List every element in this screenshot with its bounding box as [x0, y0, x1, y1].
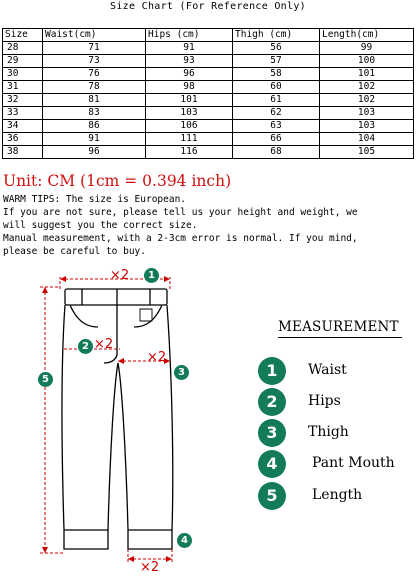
legend-label: Waist	[308, 362, 347, 378]
table-row	[3, 133, 414, 146]
col-header-hips: Hips (cm)	[146, 29, 233, 42]
unit-conversion: Unit: CM (1cm = 0.394 inch)	[3, 172, 232, 190]
table-cell: 103	[320, 120, 414, 133]
table-cell: 33	[3, 107, 43, 120]
table-cell: 31	[3, 81, 43, 94]
table-row	[3, 120, 414, 133]
hips-multiplier: ×2	[94, 337, 114, 352]
marker-waist-circle: 1	[144, 268, 159, 283]
table-cell: 103	[320, 107, 414, 120]
table-cell: 66	[233, 133, 320, 146]
note-line-5: please be careful to buy.	[3, 246, 146, 257]
table-cell: 73	[43, 55, 146, 68]
table-cell: 101	[320, 68, 414, 81]
pant-mouth-multiplier: ×2	[140, 560, 160, 575]
table-cell: 86	[43, 120, 146, 133]
table-cell: 57	[233, 55, 320, 68]
marker-length-circle: 5	[38, 372, 53, 387]
legend-label: Length	[312, 487, 363, 503]
table-cell: 71	[43, 42, 146, 55]
table-cell: 100	[320, 55, 414, 68]
legend-number: 2	[258, 388, 286, 416]
measurement-heading-underline	[278, 337, 402, 338]
marker-thigh-circle: 3	[174, 365, 189, 380]
table-row	[3, 146, 414, 159]
table-cell: 102	[320, 94, 414, 107]
table-cell: 28	[3, 42, 43, 55]
col-header-waist: Waist(cm)	[43, 29, 146, 42]
table-cell: 96	[146, 68, 233, 81]
note-line-3: will suggest you the correct size.	[3, 220, 198, 231]
legend-number: 5	[258, 482, 286, 510]
table-cell: 68	[233, 146, 320, 159]
table-cell: 56	[233, 42, 320, 55]
table-cell: 93	[146, 55, 233, 68]
table-row	[3, 107, 414, 120]
col-header-size: Size	[3, 29, 43, 42]
note-line-4: Manual measurement, with a 2-3cm error is normal. If you mind,	[3, 233, 358, 244]
note-line-2: If you are not sure, please tell us your height and weight, we	[3, 207, 358, 218]
legend-label: Pant Mouth	[312, 455, 395, 471]
table-row	[3, 42, 414, 55]
table-cell: 105	[320, 146, 414, 159]
table-row	[3, 81, 414, 94]
table-cell: 91	[43, 133, 146, 146]
table-cell: 98	[146, 81, 233, 94]
marker-hips-circle: 2	[78, 339, 93, 354]
legend-number: 4	[258, 450, 286, 478]
table-cell: 32	[3, 94, 43, 107]
table-cell: 60	[233, 81, 320, 94]
table-row	[3, 94, 414, 107]
table-cell: 106	[146, 120, 233, 133]
marker-pant-mouth-circle: 4	[177, 533, 192, 548]
table-cell: 38	[3, 146, 43, 159]
table-cell: 111	[146, 133, 233, 146]
pants-diagram	[0, 265, 255, 579]
size-chart-title: Size Chart (For Reference Only)	[110, 1, 306, 12]
table-cell: 104	[320, 133, 414, 146]
table-cell: 30	[3, 68, 43, 81]
col-header-thigh: Thigh (cm)	[233, 29, 320, 42]
size-table	[2, 28, 414, 159]
legend-number: 1	[258, 357, 286, 385]
waist-multiplier: ×2	[110, 268, 130, 283]
table-cell: 34	[3, 120, 43, 133]
table-cell: 99	[320, 42, 414, 55]
measurement-heading: MEASUREMENT	[278, 319, 399, 335]
table-row	[3, 55, 414, 68]
thigh-multiplier: ×2	[147, 350, 167, 365]
table-cell: 81	[43, 94, 146, 107]
table-cell: 96	[43, 146, 146, 159]
note-warm-tips: WARM TIPS: The size is European.	[3, 194, 187, 205]
legend-label: Thigh	[308, 424, 349, 440]
table-cell: 78	[43, 81, 146, 94]
table-cell: 103	[146, 107, 233, 120]
size-table-header	[3, 29, 414, 42]
table-cell: 63	[233, 120, 320, 133]
table-cell: 58	[233, 68, 320, 81]
table-cell: 101	[146, 94, 233, 107]
table-cell: 91	[146, 42, 233, 55]
legend-number: 3	[258, 419, 286, 447]
table-cell: 116	[146, 146, 233, 159]
table-cell: 76	[43, 68, 146, 81]
table-cell: 61	[233, 94, 320, 107]
legend-label: Hips	[308, 393, 341, 409]
table-cell: 102	[320, 81, 414, 94]
table-cell: 36	[3, 133, 43, 146]
table-row	[3, 68, 414, 81]
table-cell: 29	[3, 55, 43, 68]
table-cell: 83	[43, 107, 146, 120]
waistband-shape	[65, 289, 167, 305]
col-header-length: Length(cm)	[320, 29, 414, 42]
table-cell: 62	[233, 107, 320, 120]
